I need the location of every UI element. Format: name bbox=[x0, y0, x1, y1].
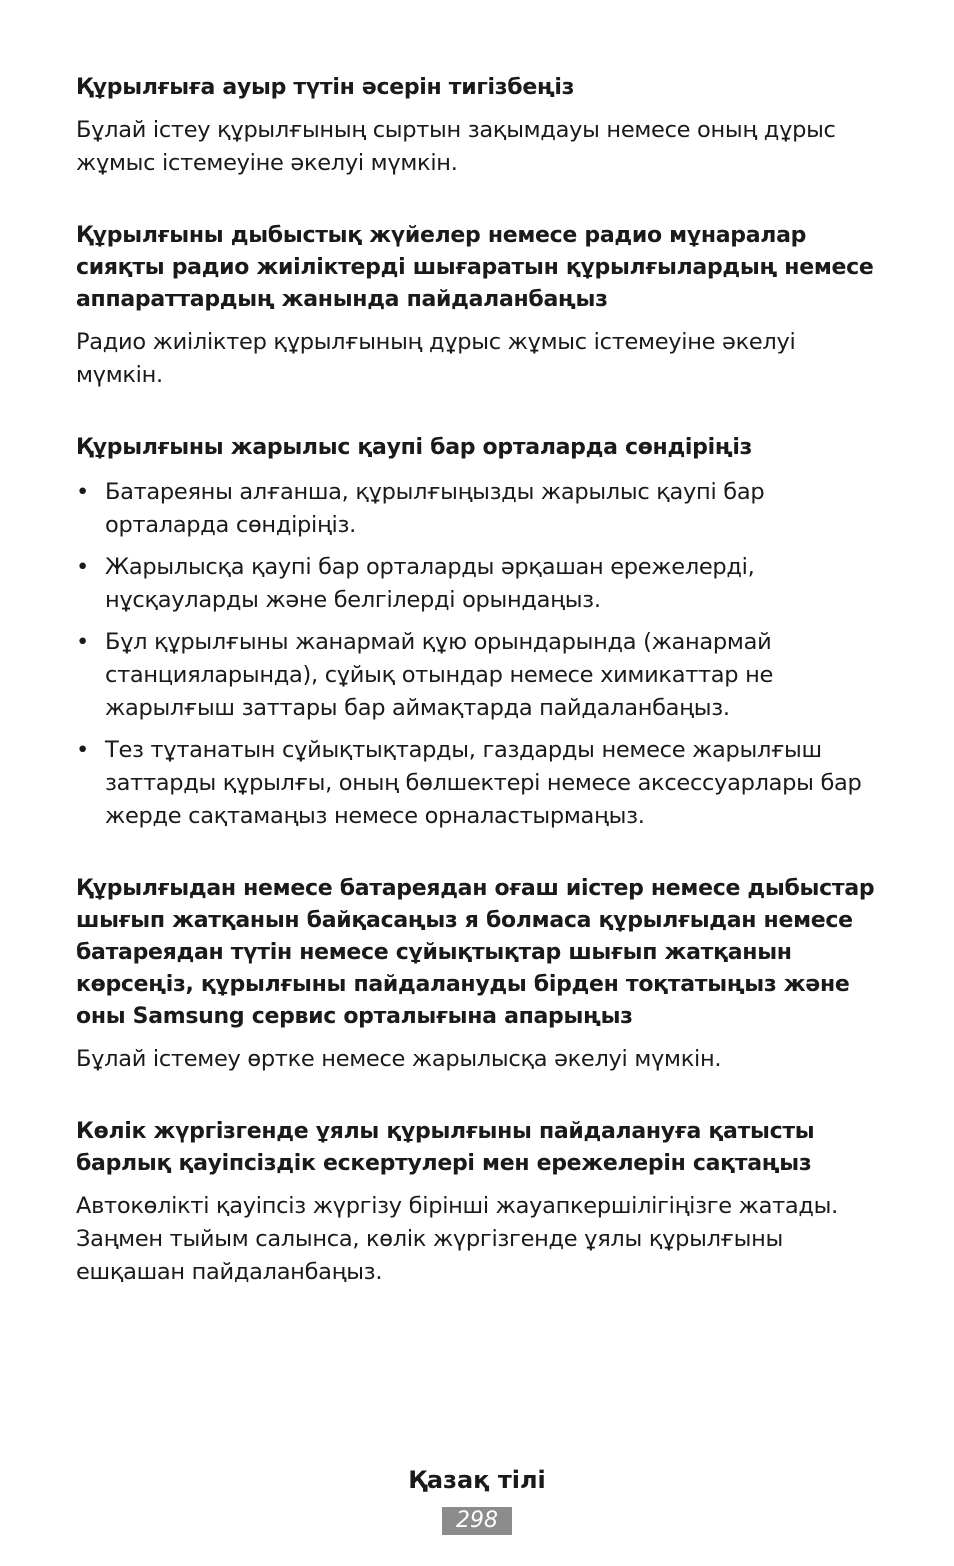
section-strange-smells bbox=[76, 873, 886, 1076]
section-smoke bbox=[76, 72, 886, 180]
footer-language-label: Қазақ тілі bbox=[408, 1466, 546, 1494]
section-explosive-environments bbox=[76, 432, 886, 833]
document-body bbox=[76, 72, 886, 1289]
section-heading: Құрылғыны дыбыстық жүйелер немесе радио мұнаралар сияқты радио жиіліктерді шығаратын құрылғылардың немесе аппараттардың жанында пайдаланбаңыз bbox=[76, 223, 874, 312]
bullet-icon: • bbox=[76, 554, 89, 580]
list-item-text: Батареяны алғанша, құрылғыңызды жарылыс қаупі бар орталарда сөндіріңіз. bbox=[105, 479, 765, 538]
list-item bbox=[76, 626, 886, 725]
list-item-text: Жарылысқа қаупі бар орталарды әрқашан ережелерді, нұсқауларды және белгілерді орындаңыз. bbox=[105, 554, 755, 613]
section-heading: Көлік жүргізгенде ұялы құрылғыны пайдалануға қатысты барлық қауіпсіздік ескертулері мен ережелерін сақтаңыз bbox=[76, 1119, 815, 1176]
section-text: Автокөлікті қауіпсіз жүргізу бірінші жауапкершілігіңізге жатады. Заңмен тыйым салынса, көлік жүргізгенде ұялы құрылғыны ешқашан пайдаланбаңыз. bbox=[76, 1193, 838, 1285]
bullet-icon: • bbox=[76, 737, 89, 763]
bullet-icon: • bbox=[76, 479, 89, 505]
section-text: Бұлай істемеу өртке немесе жарылысқа әкелуі мүмкін. bbox=[76, 1046, 722, 1072]
bullet-icon: • bbox=[76, 629, 89, 655]
page-number: 298 bbox=[442, 1507, 512, 1535]
section-text: Бұлай істеу құрылғының сыртын зақымдауы немесе оның дұрыс жұмыс істемеуіне әкелуі мүмкін. bbox=[76, 117, 836, 176]
list-item bbox=[76, 551, 886, 617]
list-item-text: Тез тұтанатын сұйықтықтарды, газдарды немесе жарылғыш заттарды құрылғы, оның бөлшектері немесе аксессуарлары бар жерде сақтамаңыз немесе орналастырмаңыз. bbox=[105, 737, 862, 829]
bullet-list bbox=[76, 476, 886, 833]
list-item bbox=[76, 734, 886, 833]
section-text: Радио жиіліктер құрылғының дұрыс жұмыс істемеуіне әкелуі мүмкін. bbox=[76, 329, 796, 388]
section-heading: Құрылғыдан немесе батареядан оғаш иістер немесе дыбыстар шығып жатқанын байқасаңыз я болмаса құрылғыдан немесе батареядан түтін немесе сұйықтықтар шығып жатқанын көрсеңіз, құрылғыны пайдалануды бірден тоқтатыңыз және оны Samsung сервис орталығына апарыңыз bbox=[76, 876, 875, 1029]
list-item bbox=[76, 476, 886, 542]
section-driving-safety bbox=[76, 1116, 886, 1289]
section-heading: Құрылғыға ауыр түтін әсерін тигізбеңіз bbox=[76, 75, 575, 100]
section-heading: Құрылғыны жарылыс қаупі бар орталарда сөндіріңіз bbox=[76, 435, 753, 460]
list-item-text: Бұл құрылғыны жанармай құю орындарында (жанармай станцияларында), сұйық отындар немесе химикаттар не жарылғыш заттары бар аймақтарда пайдаланбаңыз. bbox=[105, 629, 774, 721]
section-radio-frequency bbox=[76, 220, 886, 392]
